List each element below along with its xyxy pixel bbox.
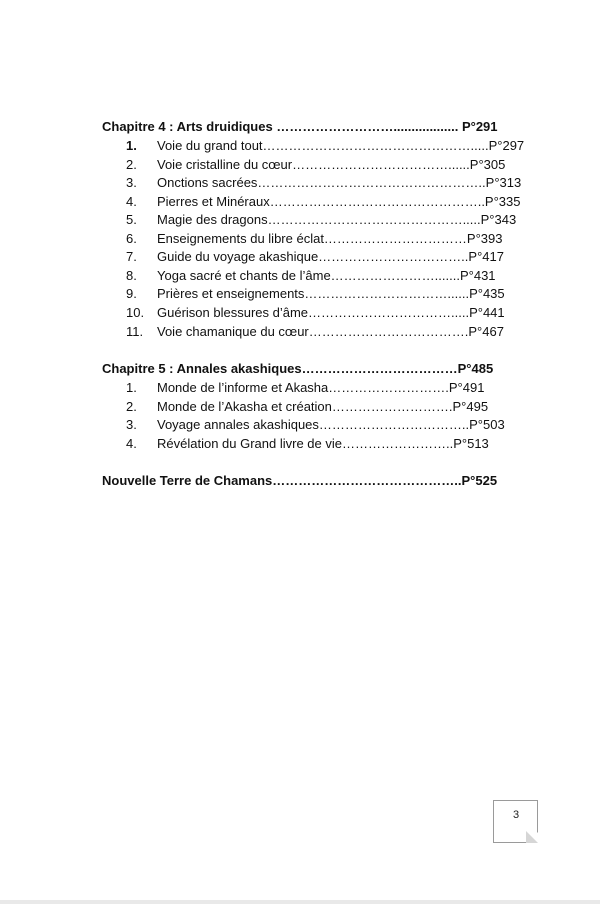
entry-number: 5. [126,212,137,227]
entry-number: 3. [126,417,137,432]
entry-text: Enseignements du libre éclat……………………………P°393 [157,231,503,246]
entry-number: 6. [126,231,137,246]
entry-text: Voyage annales akashiques……………………………..P°503 [157,417,505,432]
entry-text: Voie cristalline du cœur………………………………......P°305 [157,157,506,172]
entry-text: Voie chamanique du cœur……………………………….P°467 [157,324,504,339]
closing-heading: Nouvelle Terre de Chamans……………………………………..P°525 [102,473,498,488]
page-number-box [493,800,538,843]
entry-number: 4. [126,194,137,209]
entry-text: Voie du grand tout………………………………………….....P°297 [157,138,525,153]
entry-text: Magie des dragons……………………………………….....P°343 [157,212,517,227]
entry-text: Monde de l’informe et Akasha……………………….P°491 [157,380,485,395]
entry-text: Guide du voyage akashique……………………………..P°417 [157,249,504,264]
entry-number: 1. [126,380,137,395]
entry-number: 8. [126,268,137,283]
entry-text: Guérison blessures d’âme…………………………….....P°441 [157,305,505,320]
entry-number: 11. [126,324,144,339]
chapter-5-heading: Chapitre 5 : Annales akashiques………………………………P°485 [102,361,494,376]
entry-number: 10. [126,305,145,320]
chapter-4-heading: Chapitre 4 : Arts druidiques ……………………….................. P°291 [102,119,498,134]
entry-number: 3. [126,175,137,190]
entry-text: Prières et enseignements……………………………......P°435 [157,286,505,301]
entry-text: Yoga sacré et chants de l’âme…………………….......P°431 [157,268,496,283]
entry-number: 4. [126,436,137,451]
page-curl-icon [526,831,538,843]
entry-text: Pierres et Minéraux…………………………………………..P°335 [157,194,521,209]
entry-number: 7. [126,249,137,264]
entry-text: Onctions sacrées……………………………………………..P°313 [157,175,522,190]
entry-number: 1. [126,138,137,153]
entry-text: Révélation du Grand livre de vie……………………..P°513 [157,436,489,451]
entry-number: 2. [126,157,137,172]
page-number: 3 [512,809,520,821]
entry-text: Monde de l’Akasha et création……………………….P°495 [157,399,489,414]
bottom-edge [0,900,600,904]
entry-number: 2. [126,399,137,414]
entry-number: 9. [126,286,137,301]
